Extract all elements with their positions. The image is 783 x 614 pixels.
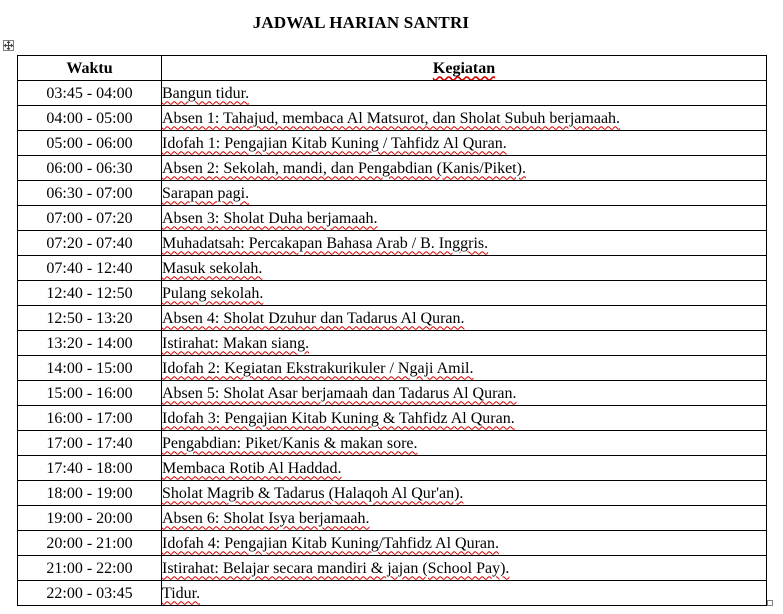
- activity-cell[interactable]: [162, 481, 767, 506]
- table-row: [18, 281, 767, 306]
- table-header-row: [18, 56, 767, 81]
- time-cell[interactable]: 06:30 - 07:00: [18, 181, 162, 206]
- table-row: [18, 131, 767, 156]
- activity-text: Istirahat: Belajar secara mandiri & jajan (School Pay).: [162, 559, 510, 577]
- table-row: [18, 356, 767, 381]
- time-cell[interactable]: 07:00 - 07:20: [18, 206, 162, 231]
- table-row: [18, 81, 767, 106]
- table-row: [18, 106, 767, 131]
- time-cell[interactable]: 19:00 - 20:00: [18, 506, 162, 531]
- activity-text: Tidur.: [162, 584, 201, 602]
- header-kegiatan[interactable]: [162, 56, 767, 81]
- activity-text: Membaca Rotib Al Haddad.: [162, 459, 342, 477]
- time-cell[interactable]: 12:50 - 13:20: [18, 306, 162, 331]
- time-cell[interactable]: 17:00 - 17:40: [18, 431, 162, 456]
- activity-cell[interactable]: [162, 256, 767, 281]
- activity-text: Idofah 1: Pengajian Kitab Kuning / Tahfidz Al Quran.: [162, 134, 507, 152]
- time-cell[interactable]: 21:00 - 22:00: [18, 556, 162, 581]
- activity-cell[interactable]: [162, 431, 767, 456]
- table-row: [18, 581, 767, 606]
- time-cell[interactable]: 15:00 - 16:00: [18, 381, 162, 406]
- activity-cell[interactable]: [162, 206, 767, 231]
- activity-cell[interactable]: [162, 306, 767, 331]
- activity-cell[interactable]: [162, 581, 767, 606]
- move-arrows-icon: [4, 41, 13, 50]
- table-row: [18, 481, 767, 506]
- table-row: [18, 206, 767, 231]
- activity-text: Sholat Magrib & Tadarus (Halaqoh Al Qur'an).: [162, 484, 464, 502]
- activity-text: Absen 1: Tahajud, membaca Al Matsurot, dan Sholat Subuh berjamaah.: [162, 109, 621, 127]
- activity-text: Istirahat: Makan siang.: [162, 334, 310, 352]
- activity-cell[interactable]: [162, 456, 767, 481]
- activity-cell[interactable]: [162, 381, 767, 406]
- time-cell[interactable]: 17:40 - 18:00: [18, 456, 162, 481]
- time-cell[interactable]: 18:00 - 19:00: [18, 481, 162, 506]
- activity-text: Bangun tidur.: [162, 84, 250, 102]
- time-cell[interactable]: 07:40 - 12:40: [18, 256, 162, 281]
- time-cell[interactable]: 16:00 - 17:00: [18, 406, 162, 431]
- activity-text: Absen 6: Sholat Isya berjamaah.: [162, 509, 370, 527]
- table-row: [18, 331, 767, 356]
- activity-text: Idofah 3: Pengajian Kitab Kuning & Tahfidz Al Quran.: [162, 409, 515, 427]
- activity-cell[interactable]: [162, 181, 767, 206]
- time-cell[interactable]: 13:20 - 14:00: [18, 331, 162, 356]
- activity-text: Idofah 4: Pengajian Kitab Kuning/Tahfidz Al Quran.: [162, 534, 500, 552]
- activity-cell[interactable]: [162, 356, 767, 381]
- header-waktu-label: Waktu: [66, 59, 113, 77]
- activity-cell[interactable]: [162, 506, 767, 531]
- time-cell[interactable]: 20:00 - 21:00: [18, 531, 162, 556]
- activity-text: Absen 3: Sholat Duha berjamaah.: [162, 209, 378, 227]
- table-row: [18, 556, 767, 581]
- table-row: [18, 456, 767, 481]
- table-row: [18, 231, 767, 256]
- time-cell[interactable]: 04:00 - 05:00: [18, 106, 162, 131]
- activity-cell[interactable]: [162, 106, 767, 131]
- activity-text: Absen 2: Sekolah, mandi, dan Pengabdian (Kanis/Piket).: [162, 159, 526, 177]
- activity-cell[interactable]: [162, 131, 767, 156]
- activity-cell[interactable]: [162, 406, 767, 431]
- activity-cell[interactable]: [162, 281, 767, 306]
- activity-text: Idofah 2: Kegiatan Ekstrakurikuler / Ngaji Amil.: [162, 359, 474, 377]
- activity-text: Sarapan pagi.: [162, 184, 250, 202]
- time-cell[interactable]: 06:00 - 06:30: [18, 156, 162, 181]
- table-row: [18, 156, 767, 181]
- activity-cell[interactable]: [162, 81, 767, 106]
- activity-text: Absen 5: Sholat Asar berjamaah dan Tadarus Al Quran.: [162, 384, 517, 402]
- table-row: [18, 306, 767, 331]
- activity-text: Muhadatsah: Percakapan Bahasa Arab / B. Inggris.: [162, 234, 489, 252]
- schedule-table-body: [18, 81, 767, 606]
- table-row: [18, 406, 767, 431]
- table-move-handle[interactable]: [3, 40, 14, 51]
- header-waktu[interactable]: [18, 56, 162, 81]
- time-cell[interactable]: 03:45 - 04:00: [18, 81, 162, 106]
- table-row: [18, 256, 767, 281]
- table-row: [18, 431, 767, 456]
- activity-cell[interactable]: [162, 556, 767, 581]
- table-row: [18, 381, 767, 406]
- time-cell[interactable]: 07:20 - 07:40: [18, 231, 162, 256]
- activity-cell[interactable]: [162, 231, 767, 256]
- table-row: [18, 531, 767, 556]
- table-resize-handle[interactable]: [767, 600, 773, 606]
- activity-cell[interactable]: [162, 156, 767, 181]
- table-row: [18, 181, 767, 206]
- time-cell[interactable]: 14:00 - 15:00: [18, 356, 162, 381]
- activity-text: Pulang sekolah.: [162, 284, 264, 302]
- page-title: JADWAL HARIAN SANTRI: [252, 13, 470, 32]
- schedule-table: [17, 55, 767, 606]
- activity-text: Pengabdian: Piket/Kanis & makan sore.: [162, 434, 418, 452]
- time-cell[interactable]: 22:00 - 03:45: [18, 581, 162, 606]
- activity-cell[interactable]: [162, 331, 767, 356]
- table-row: [18, 506, 767, 531]
- activity-text: Masuk sekolah.: [162, 259, 263, 277]
- time-cell[interactable]: 12:40 - 12:50: [18, 281, 162, 306]
- activity-text: Absen 4: Sholat Dzuhur dan Tadarus Al Quran.: [162, 309, 465, 327]
- activity-cell[interactable]: [162, 531, 767, 556]
- header-kegiatan-label: Kegiatan: [432, 59, 496, 77]
- time-cell[interactable]: 05:00 - 06:00: [18, 131, 162, 156]
